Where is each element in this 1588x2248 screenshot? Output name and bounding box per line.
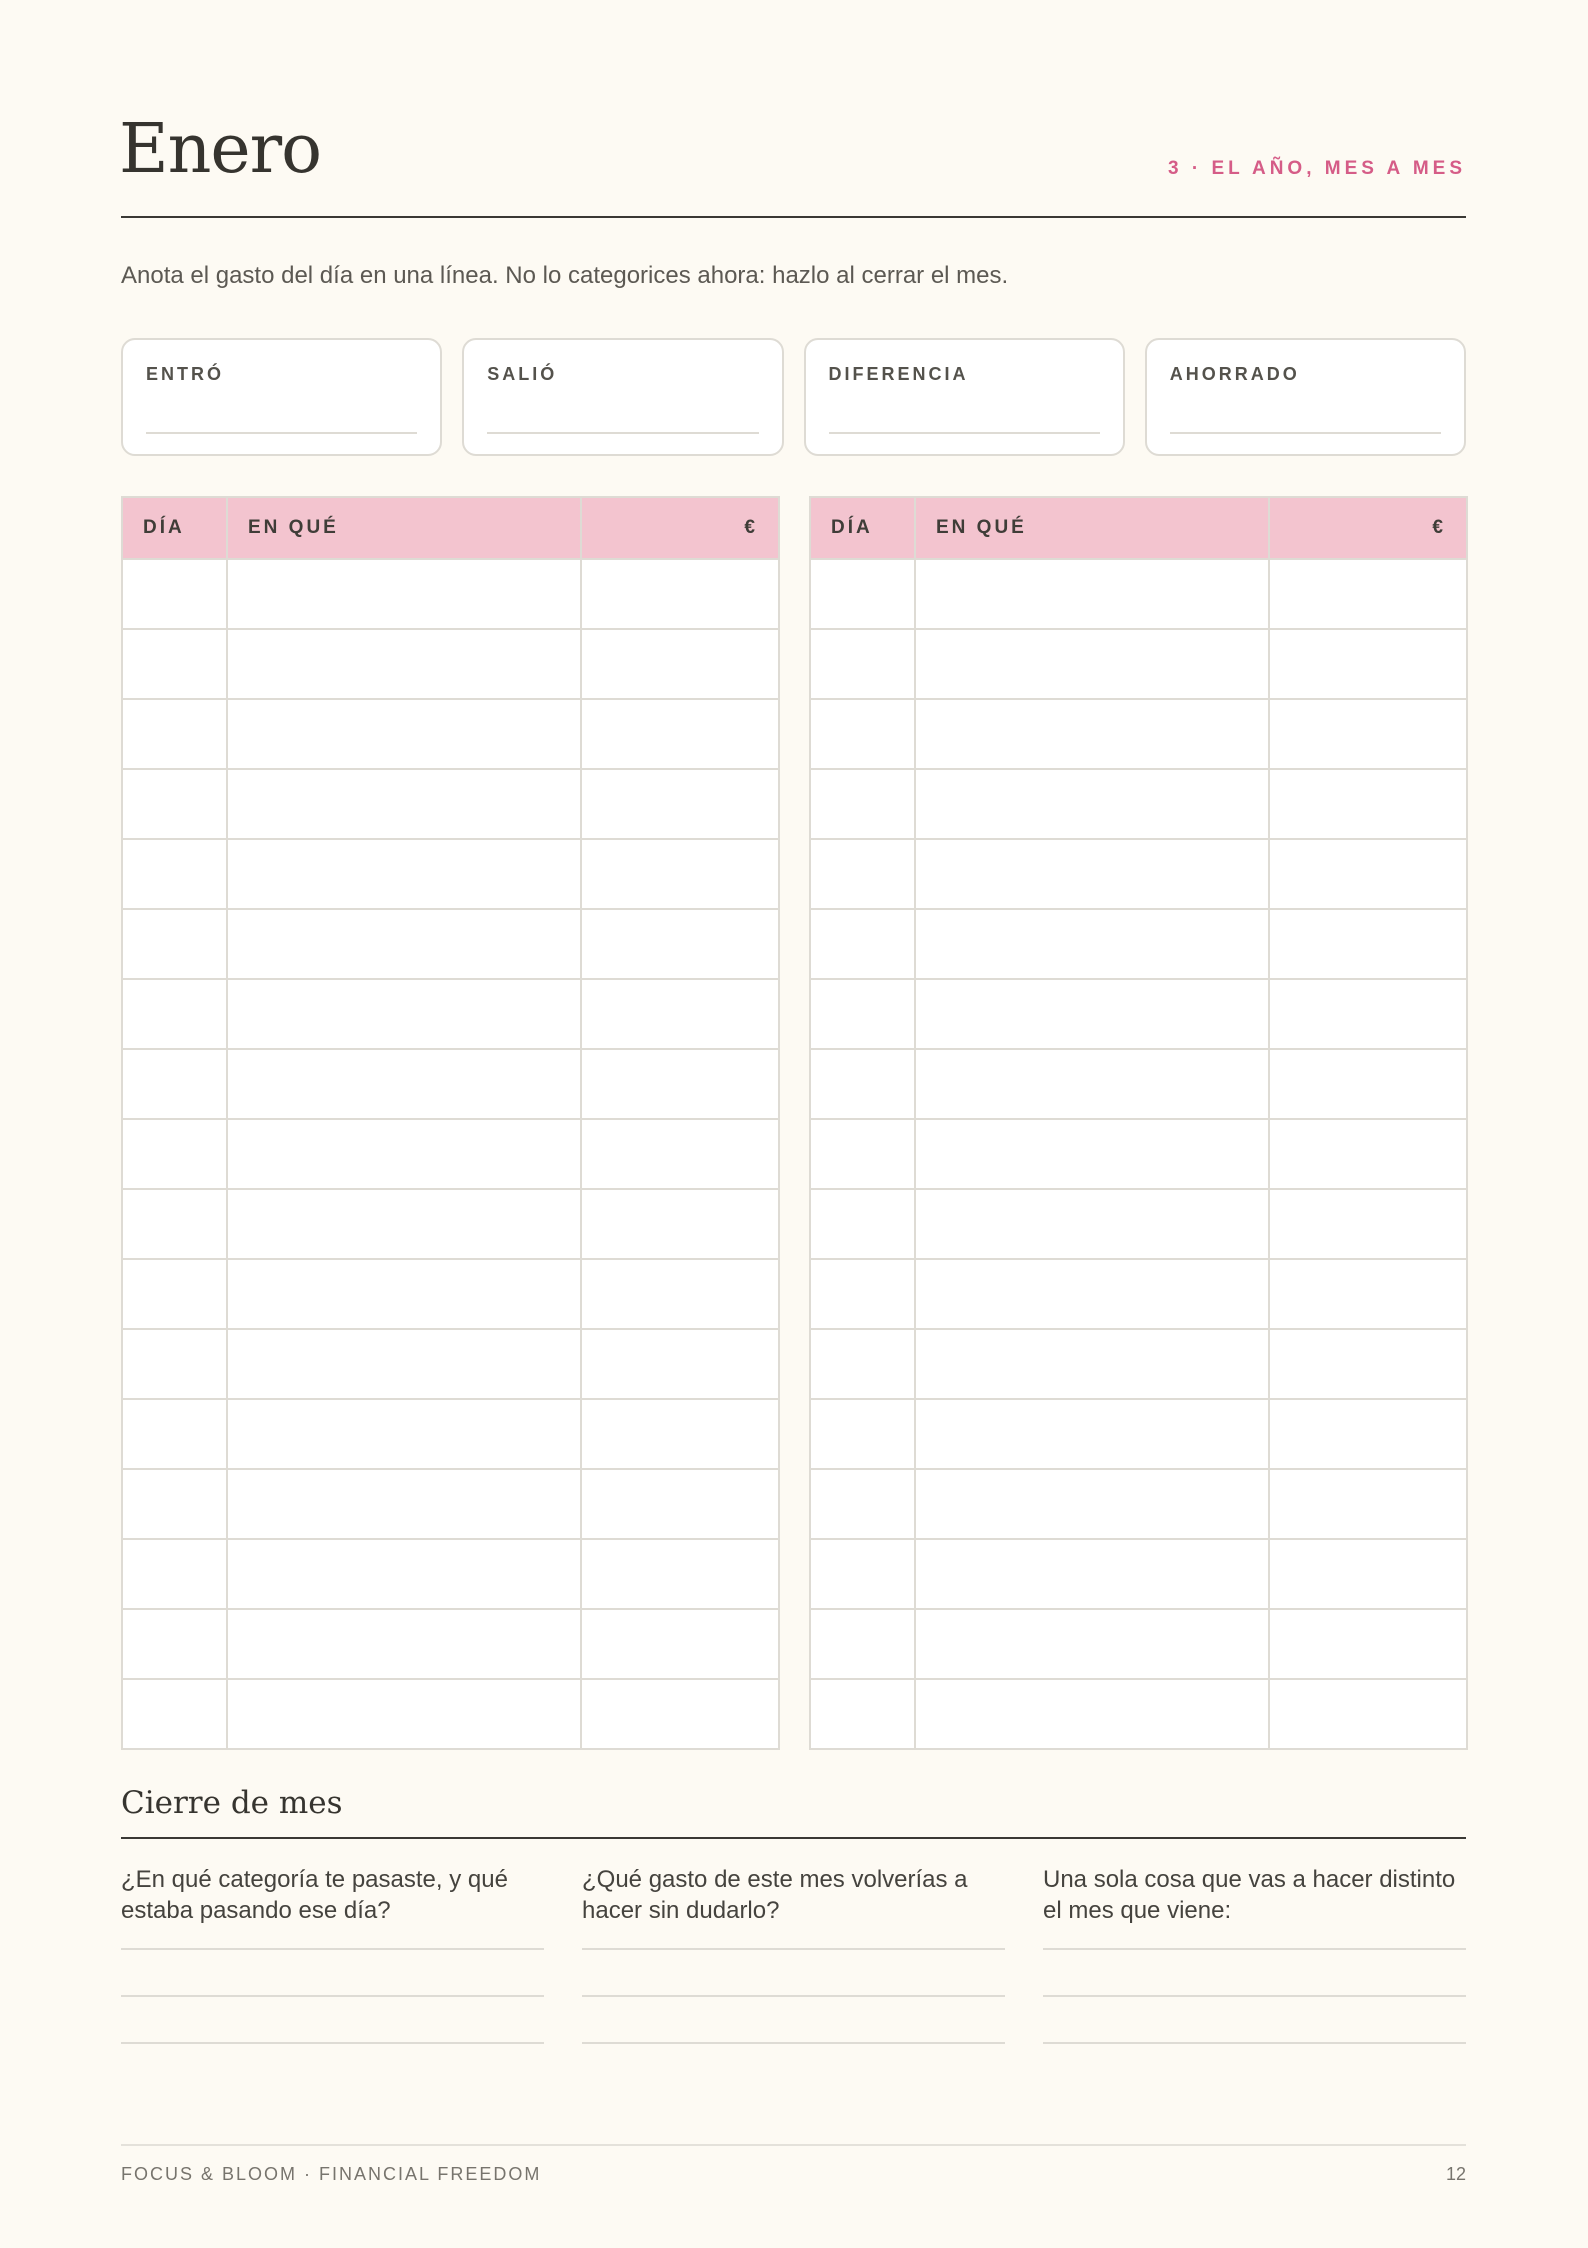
question-text: Una sola cosa que vas a hacer distinto el mes que viene: [1043, 1866, 1456, 1924]
day-cell[interactable] [810, 1609, 915, 1679]
table-row [122, 979, 779, 1049]
amount-cell[interactable] [581, 559, 779, 629]
amount-cell[interactable] [1269, 1259, 1467, 1329]
closing-divider [121, 1837, 1466, 1839]
day-cell[interactable] [810, 1399, 915, 1469]
table-row [810, 1049, 1467, 1119]
description-cell[interactable] [915, 1119, 1269, 1189]
description-cell[interactable] [915, 1259, 1269, 1329]
day-cell[interactable] [810, 1119, 915, 1189]
table-row [122, 1679, 779, 1749]
description-cell[interactable] [227, 1329, 581, 1399]
table-row [810, 1259, 1467, 1329]
amount-cell[interactable] [581, 909, 779, 979]
day-cell[interactable] [122, 1049, 227, 1119]
column-header-euro: € [1269, 497, 1467, 559]
table-row [122, 909, 779, 979]
answer-line[interactable] [1043, 1948, 1466, 1995]
table-row [810, 979, 1467, 1049]
description-cell[interactable] [227, 1609, 581, 1679]
day-cell[interactable] [122, 1329, 227, 1399]
intro-text: Anota el gasto del día en una línea. No lo categorices ahora: hazlo al cerrar el mes. [121, 262, 1009, 289]
card-label: DIFERENCIA [828, 364, 969, 384]
answer-line[interactable] [582, 2042, 1005, 2089]
card-label: SALIÓ [487, 364, 558, 384]
day-cell[interactable] [122, 1259, 227, 1329]
day-cell[interactable] [810, 1539, 915, 1609]
planner-page [121, 0, 1466, 2248]
amount-cell[interactable] [581, 979, 779, 1049]
day-cell[interactable] [122, 629, 227, 699]
card-diferencia[interactable] [804, 338, 1125, 456]
day-cell[interactable] [122, 699, 227, 769]
table-row [122, 1469, 779, 1539]
table-row [810, 1469, 1467, 1539]
day-cell[interactable] [122, 839, 227, 909]
description-cell[interactable] [227, 699, 581, 769]
description-cell[interactable] [915, 1679, 1269, 1749]
table-row [810, 769, 1467, 839]
amount-cell[interactable] [581, 1119, 779, 1189]
day-cell[interactable] [810, 769, 915, 839]
ledger-body [122, 559, 779, 1749]
section-tag: 3 · EL AÑO, MES A MES [1168, 158, 1466, 179]
amount-cell[interactable] [1269, 909, 1467, 979]
amount-cell[interactable] [581, 839, 779, 909]
amount-cell[interactable] [1269, 1539, 1467, 1609]
ledger-body [810, 559, 1467, 1749]
description-cell[interactable] [227, 769, 581, 839]
amount-cell[interactable] [581, 1679, 779, 1749]
day-cell[interactable] [122, 909, 227, 979]
day-cell[interactable] [122, 1469, 227, 1539]
day-cell[interactable] [810, 1329, 915, 1399]
table-row [810, 1609, 1467, 1679]
card-write-line [829, 432, 1100, 434]
answer-line[interactable] [582, 1995, 1005, 2042]
day-cell[interactable] [810, 699, 915, 769]
day-cell[interactable] [122, 979, 227, 1049]
day-cell[interactable] [122, 1609, 227, 1679]
column-header-dia: DÍA [810, 497, 915, 559]
table-row [122, 1189, 779, 1259]
description-cell[interactable] [227, 1119, 581, 1189]
amount-cell[interactable] [1269, 1329, 1467, 1399]
ledger-header-row [810, 497, 1467, 559]
card-write-line [146, 432, 417, 434]
description-cell[interactable] [915, 1609, 1269, 1679]
table-row [122, 559, 779, 629]
day-cell[interactable] [810, 909, 915, 979]
table-row [810, 909, 1467, 979]
card-write-line [1170, 432, 1441, 434]
amount-cell[interactable] [1269, 769, 1467, 839]
amount-cell[interactable] [581, 1259, 779, 1329]
table-row [122, 1259, 779, 1329]
amount-cell[interactable] [1269, 1609, 1467, 1679]
day-cell[interactable] [810, 559, 915, 629]
footer-brand: FOCUS & BLOOM · FINANCIAL FREEDOM [121, 2164, 542, 2184]
day-cell[interactable] [122, 1399, 227, 1469]
amount-cell[interactable] [1269, 1469, 1467, 1539]
amount-cell[interactable] [1269, 559, 1467, 629]
column-header-en-que: EN QUÉ [227, 497, 581, 559]
answer-line[interactable] [582, 1948, 1005, 1995]
amount-cell[interactable] [1269, 629, 1467, 699]
description-cell[interactable] [227, 1469, 581, 1539]
ledger-table-left [121, 496, 780, 1750]
card-label: AHORRADO [1169, 364, 1300, 384]
question-text: ¿Qué gasto de este mes volverías a hacer sin dudarlo? [582, 1866, 968, 1924]
day-cell[interactable] [810, 1259, 915, 1329]
table-row [810, 1399, 1467, 1469]
page-number: 12 [1445, 2164, 1466, 2184]
description-cell[interactable] [227, 1049, 581, 1119]
table-row [810, 1119, 1467, 1189]
description-cell[interactable] [227, 979, 581, 1049]
table-row [122, 769, 779, 839]
day-cell[interactable] [122, 1189, 227, 1259]
amount-cell[interactable] [1269, 699, 1467, 769]
description-cell[interactable] [915, 979, 1269, 1049]
column-header-dia: DÍA [122, 497, 227, 559]
summary-cards [121, 338, 1466, 458]
footer-divider [121, 2144, 1466, 2146]
description-cell[interactable] [915, 1399, 1269, 1469]
answer-line[interactable] [121, 1995, 544, 2042]
amount-cell[interactable] [581, 1609, 779, 1679]
day-cell[interactable] [810, 1469, 915, 1539]
day-cell[interactable] [810, 629, 915, 699]
description-cell[interactable] [915, 1469, 1269, 1539]
amount-cell[interactable] [1269, 1679, 1467, 1749]
day-cell[interactable] [810, 1679, 915, 1749]
day-cell[interactable] [122, 1679, 227, 1749]
amount-cell[interactable] [1269, 1049, 1467, 1119]
answer-line[interactable] [1043, 2042, 1466, 2089]
description-cell[interactable] [915, 1329, 1269, 1399]
table-row [810, 559, 1467, 629]
closing-questions [121, 1864, 1466, 2089]
description-cell[interactable] [227, 1399, 581, 1469]
day-cell[interactable] [810, 839, 915, 909]
amount-cell[interactable] [581, 1189, 779, 1259]
table-row [810, 699, 1467, 769]
day-cell[interactable] [122, 769, 227, 839]
answer-line[interactable] [121, 1948, 544, 1995]
closing-title: Cierre de mes [121, 1785, 343, 1821]
card-label: ENTRÓ [146, 364, 224, 384]
ledger-header-row [122, 497, 779, 559]
amount-cell[interactable] [1269, 1119, 1467, 1189]
description-cell[interactable] [227, 1259, 581, 1329]
description-cell[interactable] [915, 1189, 1269, 1259]
card-ahorrado[interactable] [1145, 338, 1466, 456]
description-cell[interactable] [227, 1679, 581, 1749]
description-cell[interactable] [915, 699, 1269, 769]
description-cell[interactable] [915, 559, 1269, 629]
table-row [122, 839, 779, 909]
page-header [121, 100, 1466, 218]
table-row [122, 1399, 779, 1469]
table-row [810, 1539, 1467, 1609]
table-row [122, 1049, 779, 1119]
description-cell[interactable] [227, 909, 581, 979]
page-title: Enero [119, 110, 322, 189]
table-row [122, 1609, 779, 1679]
amount-cell[interactable] [581, 1399, 779, 1469]
amount-cell[interactable] [581, 1049, 779, 1119]
amount-cell[interactable] [581, 629, 779, 699]
day-cell[interactable] [122, 1539, 227, 1609]
column-header-euro: € [581, 497, 779, 559]
question-block [582, 1864, 1005, 2089]
table-row [122, 629, 779, 699]
table-row [810, 1679, 1467, 1749]
day-cell[interactable] [810, 979, 915, 1049]
amount-cell[interactable] [581, 1539, 779, 1609]
table-row [810, 629, 1467, 699]
amount-cell[interactable] [1269, 1399, 1467, 1469]
day-cell[interactable] [122, 1119, 227, 1189]
day-cell[interactable] [122, 559, 227, 629]
card-entro[interactable] [121, 338, 442, 456]
description-cell[interactable] [227, 1189, 581, 1259]
amount-cell[interactable] [581, 1469, 779, 1539]
ledger-table-right [809, 496, 1468, 1750]
description-cell[interactable] [227, 839, 581, 909]
table-row [122, 1119, 779, 1189]
day-cell[interactable] [810, 1189, 915, 1259]
description-cell[interactable] [915, 839, 1269, 909]
description-cell[interactable] [915, 1049, 1269, 1119]
description-cell[interactable] [915, 909, 1269, 979]
amount-cell[interactable] [581, 769, 779, 839]
answer-line[interactable] [1043, 1995, 1466, 2042]
amount-cell[interactable] [581, 1329, 779, 1399]
description-cell[interactable] [915, 1539, 1269, 1609]
column-header-en-que: EN QUÉ [915, 497, 1269, 559]
description-cell[interactable] [227, 1539, 581, 1609]
table-row [122, 1539, 779, 1609]
answer-line[interactable] [121, 2042, 544, 2089]
question-block [121, 1864, 544, 2089]
question-block [1043, 1864, 1466, 2089]
description-cell[interactable] [227, 629, 581, 699]
amount-cell[interactable] [581, 699, 779, 769]
day-cell[interactable] [810, 1049, 915, 1119]
card-salio[interactable] [462, 338, 783, 456]
amount-cell[interactable] [1269, 1189, 1467, 1259]
table-row [122, 1329, 779, 1399]
table-row [810, 839, 1467, 909]
question-text: ¿En qué categoría te pasaste, y qué estaba pasando ese día? [121, 1866, 508, 1924]
card-write-line [487, 432, 758, 434]
amount-cell[interactable] [1269, 979, 1467, 1049]
amount-cell[interactable] [1269, 839, 1467, 909]
table-row [122, 699, 779, 769]
description-cell[interactable] [227, 559, 581, 629]
description-cell[interactable] [915, 769, 1269, 839]
table-row [810, 1329, 1467, 1399]
table-row [810, 1189, 1467, 1259]
description-cell[interactable] [915, 629, 1269, 699]
